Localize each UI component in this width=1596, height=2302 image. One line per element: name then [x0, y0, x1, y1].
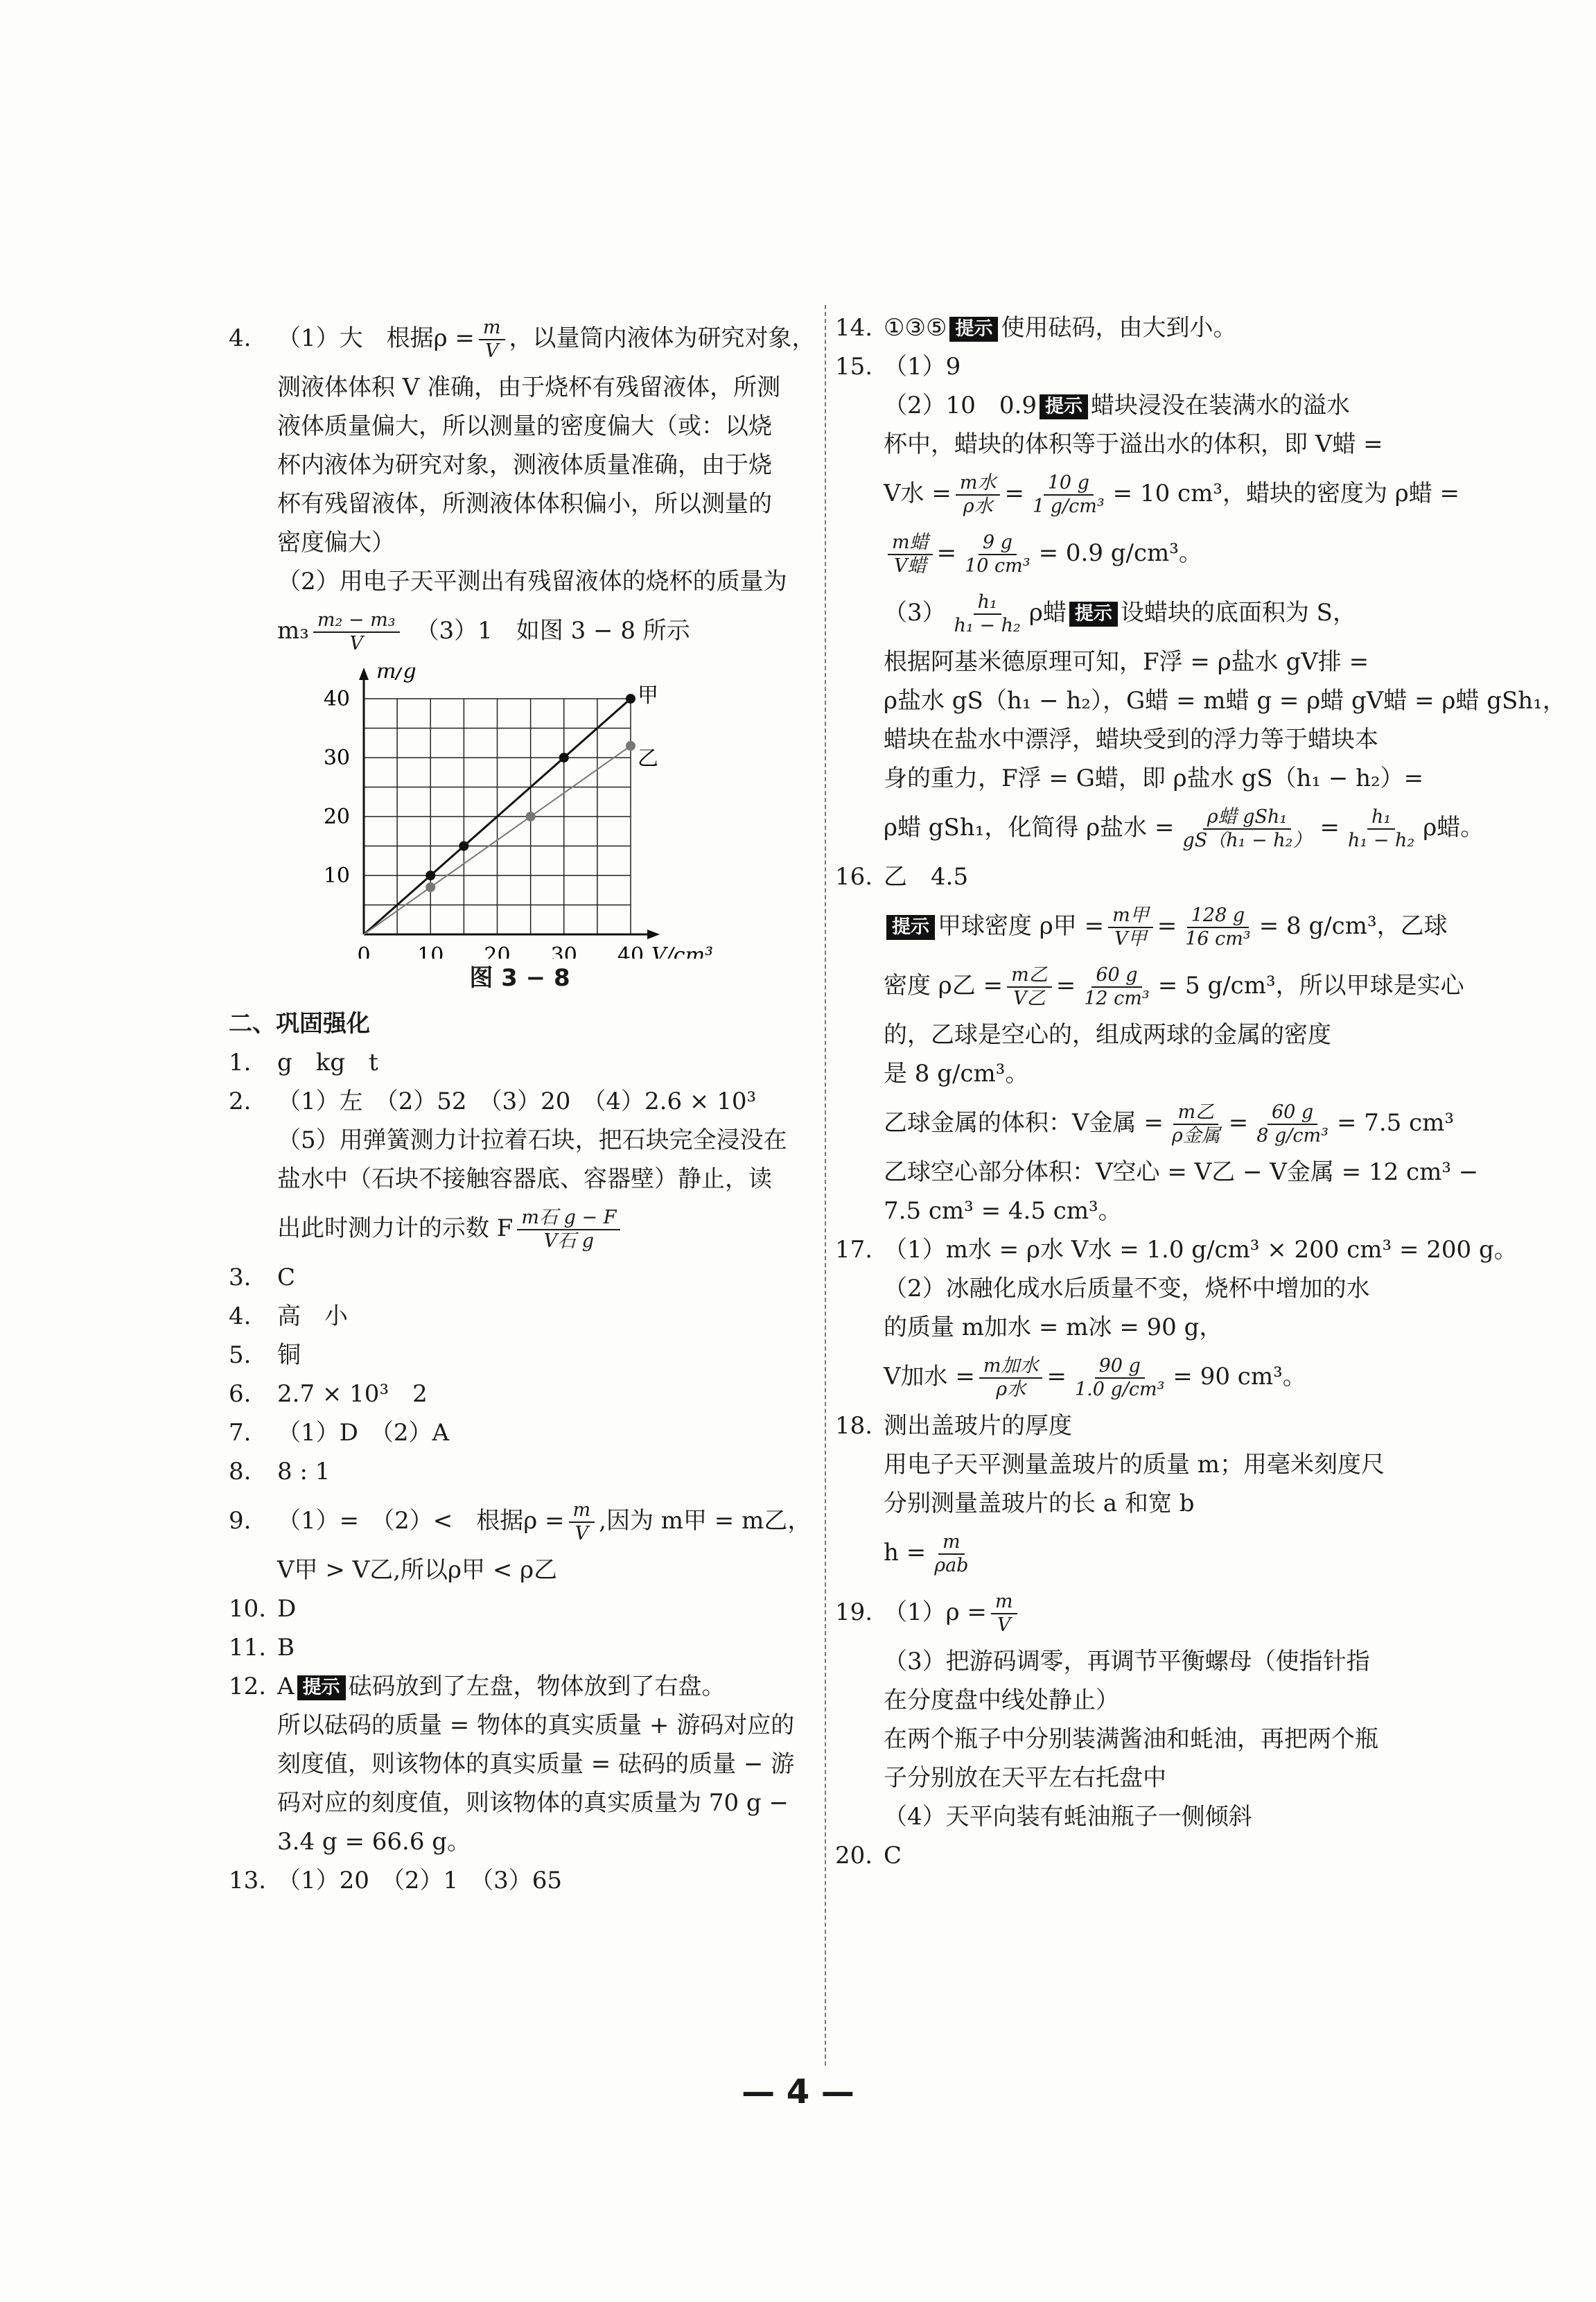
answer-text: g kg t — [277, 1049, 378, 1076]
numerator: m — [991, 1591, 1017, 1614]
x-tick-label: 20 — [484, 943, 511, 959]
answer-line — [229, 1082, 811, 1121]
answer-line — [229, 1551, 811, 1589]
equals-sign: = — [1319, 814, 1340, 842]
fraction — [979, 1355, 1043, 1401]
x-axis-label: V/cm³ — [651, 943, 714, 959]
numerator: 9 g — [979, 532, 1017, 555]
answer-text: 设蜡块的底面积为 S， — [1120, 599, 1356, 627]
numerator: 10 g — [1044, 472, 1094, 496]
answer-line — [835, 956, 1464, 1015]
answer-text: 测液体体积 V 准确，由于烧杯有残留液体，所测 — [277, 374, 781, 401]
answer-line — [229, 1491, 811, 1551]
numerator: m水 — [956, 472, 1001, 496]
left-column — [229, 308, 816, 1900]
answer-text: 是 8 g/cm³。 — [884, 1060, 1029, 1088]
section-title: 二、巩固强化 — [229, 1010, 370, 1038]
hint-badge: 提示 — [949, 317, 998, 342]
denominator: gS（h₁ − h₂） — [1182, 830, 1312, 851]
answer-line — [835, 347, 1417, 386]
numerator: h₁ — [1367, 806, 1395, 830]
answer-line — [229, 1375, 811, 1413]
y-tick-label: 20 — [323, 805, 350, 829]
numerator: m₂ − m₃ — [313, 609, 400, 633]
answer-text: （1）20 （2）1 （3）65 — [277, 1867, 563, 1894]
answer-line — [229, 562, 811, 601]
answer-line — [835, 798, 1484, 857]
chart-figure-3-8 — [229, 668, 811, 959]
denominator: h₁ − h₂ — [1347, 830, 1415, 851]
hint-badge: 提示 — [297, 1675, 346, 1700]
answer-line — [835, 759, 1424, 798]
answer-line — [229, 601, 811, 661]
answer-text: 的质量 m加水 = m冰 = 90 g， — [884, 1314, 1223, 1341]
answer-line — [229, 1667, 811, 1706]
denominator: V蜡 — [894, 555, 927, 577]
answer-line — [229, 1745, 811, 1784]
answer-text: = 10 cm³，蜡块的密度为 ρ蜡 = — [1112, 480, 1460, 507]
answer-text: 在两个瓶子中分别装满酱油和蚝油，再把两个瓶 — [884, 1725, 1378, 1753]
answer-line — [229, 368, 811, 407]
answer-line — [835, 1642, 1417, 1681]
fraction — [517, 1207, 620, 1253]
answer-text: （3）把游码调零，再调节平衡螺母（使指针指 — [884, 1648, 1370, 1675]
series-label: 甲 — [638, 683, 658, 708]
denominator: 16 cm³ — [1185, 928, 1251, 950]
denominator: 1 g/cm³ — [1032, 496, 1105, 517]
fraction — [956, 472, 1001, 518]
question-number: 3. — [229, 1264, 252, 1291]
answer-line — [229, 1628, 811, 1667]
data-point — [526, 812, 536, 821]
answer-line — [229, 446, 811, 485]
question-number: 7. — [229, 1419, 252, 1447]
answer-line — [229, 1198, 811, 1258]
answer-text: 所以砝码的质量 = 物体的真实质量 + 游码对应的 — [277, 1711, 795, 1739]
question-number: 9. — [229, 1507, 252, 1535]
answer-text: 8 : 1 — [277, 1458, 331, 1485]
answer-line — [229, 1589, 811, 1628]
answer-line — [835, 1093, 1455, 1153]
y-tick-label: 10 — [323, 864, 350, 888]
fraction — [569, 1499, 595, 1545]
data-point — [426, 882, 435, 892]
numerator: m乙 — [1173, 1101, 1218, 1125]
y-tick-label: 30 — [323, 746, 350, 770]
answer-text: D — [277, 1595, 297, 1623]
answer-line — [835, 1484, 1417, 1523]
answer-line — [835, 1836, 1417, 1875]
question-number: 16. — [835, 863, 873, 891]
answer-text: V加水 = — [884, 1363, 975, 1390]
answer-text: C — [277, 1264, 296, 1291]
answer-text: 蜡块浸没在装满水的溢水 — [1090, 392, 1350, 419]
question-number: 15. — [835, 353, 873, 381]
denominator: V — [349, 633, 363, 654]
answer-text: ，以量筒内液体为研究对象， — [509, 324, 816, 352]
answer-text: 根据阿基米德原理可知，F浮 = ρ盐水 gV排 = — [884, 648, 1369, 676]
answer-text: ρ蜡 gSh₁，化简得 ρ盐水 = — [884, 814, 1175, 842]
answer-line — [835, 1445, 1417, 1484]
denominator: V石 g — [543, 1230, 595, 1252]
answer-text: （3） — [884, 599, 946, 627]
answer-text: 测出盖玻片的厚度 — [884, 1412, 1072, 1440]
answer-text: 杯内液体为研究对象，测液体质量准确，由于烧 — [277, 451, 772, 479]
answer-text: ①③⑤ — [884, 314, 947, 342]
answer-text: h = — [884, 1539, 927, 1567]
numerator: m乙 — [1007, 964, 1052, 988]
answer-line — [835, 523, 1417, 583]
numerator: h₁ — [974, 591, 1001, 615]
x-tick-label: 30 — [550, 943, 577, 959]
fraction — [1080, 964, 1154, 1010]
answer-text: 2.7 × 10³ 2 — [277, 1380, 428, 1408]
answer-text: A — [277, 1673, 295, 1700]
data-point — [559, 753, 569, 762]
answer-line — [835, 1582, 1417, 1642]
answer-line — [835, 681, 1566, 720]
answer-line — [229, 1706, 811, 1745]
denominator: V乙 — [1013, 988, 1046, 1009]
question-number: 17. — [835, 1236, 873, 1264]
denominator: 10 cm³ — [965, 555, 1031, 577]
answer-text: （1）9 — [884, 353, 961, 381]
series-label: 乙 — [638, 747, 658, 771]
numerator: m — [479, 317, 505, 340]
answer-line — [835, 1523, 1417, 1582]
numerator: 128 g — [1187, 905, 1249, 928]
denominator: V — [997, 1614, 1011, 1636]
equals-sign: = — [1228, 1109, 1249, 1137]
hint-badge: 提示 — [886, 915, 935, 940]
y-axis-label: m/g — [376, 668, 416, 683]
equals-sign: = — [1157, 912, 1177, 940]
answer-line — [229, 1160, 811, 1198]
answer-line — [229, 1413, 811, 1452]
answer-text: 7.5 cm³ = 4.5 cm³。 — [884, 1197, 1122, 1225]
fraction — [1181, 905, 1255, 950]
question-number: 4. — [229, 1302, 252, 1330]
answer-text: （2）用电子天平测出有残留液体的烧杯的质量为 — [277, 568, 787, 595]
answer-text: 分别测量盖玻片的长 a 和宽 b — [884, 1490, 1195, 1517]
answer-line — [229, 1452, 811, 1491]
numerator: m — [938, 1531, 965, 1555]
fraction — [1108, 905, 1153, 950]
fraction — [991, 1591, 1017, 1637]
answer-line — [229, 1784, 811, 1822]
answer-text: = 7.5 cm³ — [1336, 1109, 1455, 1137]
answer-line — [229, 1121, 811, 1160]
denominator: ρ金属 — [1171, 1125, 1220, 1146]
answer-text: 出此时测力计的示数 F — [277, 1214, 514, 1242]
data-point — [626, 741, 635, 751]
numerator: m甲 — [1108, 905, 1153, 928]
data-point — [626, 694, 635, 704]
answer-line — [835, 583, 1417, 643]
fraction — [961, 532, 1035, 577]
answer-text: 使用砝码，由大到小。 — [1001, 314, 1237, 342]
answer-line — [835, 643, 1417, 681]
question-number: 12. — [229, 1673, 267, 1700]
answer-line — [229, 308, 816, 368]
denominator: 1.0 g/cm³ — [1074, 1379, 1165, 1400]
mass-volume-chart — [229, 668, 811, 959]
numerator: m石 g − F — [517, 1207, 620, 1230]
answer-text: （2）10 0.9 — [884, 392, 1037, 419]
page-number: — 4 — — [742, 2073, 854, 2111]
fraction — [888, 532, 933, 577]
hint-badge: 提示 — [1069, 602, 1118, 627]
question-number: 8. — [229, 1458, 252, 1485]
answer-line — [835, 1153, 1479, 1192]
fraction — [1178, 806, 1315, 852]
answer-line — [835, 464, 1460, 523]
answer-text: ,因为 m甲 = m乙， — [599, 1507, 812, 1535]
fraction — [950, 591, 1025, 637]
answer-text: （3）1 如图 3 − 8 所示 — [403, 617, 690, 645]
answer-text: 砝码放到了左盘，物体放到了右盘。 — [348, 1673, 726, 1700]
answer-text: （1）左 （2）52 （3）20 （4）2.6 × 10³ — [277, 1088, 757, 1115]
answer-text: 甲球密度 ρ甲 = — [938, 912, 1105, 940]
answer-line — [835, 896, 1448, 956]
answer-text: 盐水中（石块不接触容器底、容器壁）静止，读 — [277, 1165, 772, 1193]
numerator: m — [569, 1499, 595, 1523]
answer-text: 密度 ρ乙 = — [884, 972, 1003, 1000]
answer-text: 杯中，蜡块的体积等于溢出水的体积，即 V蜡 = — [884, 430, 1383, 458]
fraction — [1344, 806, 1419, 852]
data-point — [426, 871, 435, 880]
denominator: V — [575, 1523, 589, 1544]
answer-text: m₃ — [277, 617, 309, 645]
question-number: 11. — [229, 1634, 267, 1662]
equals-sign: = — [1046, 1363, 1067, 1390]
answer-text: 子分别放在天平左右托盘中 — [884, 1764, 1166, 1792]
fraction — [930, 1531, 972, 1577]
answer-text: V甲 > V乙,所以ρ甲 < ρ乙 — [277, 1556, 558, 1584]
answer-line — [229, 407, 811, 446]
answer-line — [835, 1347, 1417, 1406]
x-tick-label: 40 — [617, 943, 644, 959]
answer-text: C — [884, 1842, 902, 1869]
answer-line — [835, 1759, 1417, 1797]
answer-line — [229, 1336, 811, 1375]
answer-line — [835, 1406, 1417, 1445]
question-number: 4. — [229, 324, 252, 352]
question-number: 18. — [835, 1412, 873, 1440]
fraction — [1028, 472, 1109, 518]
question-number: 13. — [229, 1867, 267, 1894]
answer-text: 乙 4.5 — [884, 863, 969, 891]
question-number: 19. — [835, 1598, 873, 1626]
fraction — [313, 609, 400, 655]
x-tick-label: 10 — [417, 943, 444, 959]
column-divider — [825, 305, 826, 2066]
answer-text: 刻度值，则该物体的真实质量 = 砝码的质量 − 游 — [277, 1750, 795, 1778]
answer-line — [835, 1015, 1417, 1054]
answer-text: 密度偏大） — [277, 529, 395, 557]
answer-text: = 5 g/cm³，所以甲球是实心 — [1157, 972, 1464, 1000]
question-number: 6. — [229, 1380, 252, 1408]
numerator: 60 g — [1268, 1101, 1317, 1125]
answer-text: 高 小 — [277, 1302, 348, 1330]
answer-line — [835, 1192, 1417, 1230]
answer-text: 液体质量偏大，所以测量的密度偏大（或：以烧 — [277, 412, 772, 440]
answer-line — [835, 1054, 1417, 1093]
answer-text: （1）ρ = — [884, 1598, 987, 1626]
answer-text: V水 = — [884, 480, 952, 507]
answer-line — [229, 1822, 811, 1861]
answer-text: = 0.9 g/cm³。 — [1038, 539, 1202, 567]
answer-text: 身的重力，F浮 = G蜡，即 ρ盐水 gS（h₁ − h₂）= — [884, 765, 1424, 792]
answer-line — [835, 1797, 1417, 1836]
y-tick-label: 40 — [323, 687, 350, 711]
question-number: 5. — [229, 1341, 252, 1369]
denominator: ρ水 — [963, 496, 993, 517]
answer-text: ρ蜡 — [1028, 599, 1067, 627]
answer-text: 乙球金属的体积：V金属 = — [884, 1109, 1164, 1137]
numerator: 60 g — [1091, 964, 1141, 988]
answer-line — [835, 1681, 1417, 1720]
equals-sign: = — [936, 539, 957, 567]
fraction — [1168, 1101, 1225, 1147]
numerator: 90 g — [1095, 1355, 1145, 1379]
answer-line — [835, 308, 1417, 347]
answer-line — [835, 1720, 1417, 1759]
answer-line — [835, 857, 1417, 896]
answer-line — [835, 720, 1417, 759]
denominator: V甲 — [1114, 928, 1147, 950]
numerator: ρ蜡 gSh₁ — [1203, 806, 1291, 830]
answer-text: ρ盐水 gS（h₁ − h₂），G蜡 = m蜡 g = ρ蜡 gV蜡 = ρ蜡 gSh₁， — [884, 687, 1566, 715]
hint-badge: 提示 — [1040, 394, 1088, 419]
denominator: h₁ − h₂ — [954, 615, 1021, 636]
answer-line — [229, 1861, 811, 1900]
denominator: 8 g/cm³ — [1256, 1125, 1328, 1146]
fraction — [1252, 1101, 1333, 1147]
answer-text: 用电子天平测量盖玻片的质量 m；用毫米刻度尺 — [884, 1451, 1385, 1479]
denominator: ρab — [934, 1555, 969, 1576]
answer-text: 3.4 g = 66.6 g。 — [277, 1828, 471, 1856]
question-number: 2. — [229, 1088, 252, 1115]
question-number: 14. — [835, 314, 873, 342]
answer-line — [835, 425, 1417, 464]
denominator: 12 cm³ — [1084, 988, 1150, 1009]
answer-text: 的，乙球是空心的，组成两球的金属的密度 — [884, 1021, 1331, 1049]
answer-line — [229, 1043, 811, 1082]
fraction — [479, 317, 505, 363]
denominator: ρ水 — [996, 1379, 1026, 1400]
answer-text: = 90 cm³。 — [1173, 1363, 1306, 1390]
numerator: m加水 — [979, 1355, 1043, 1379]
equals-sign: = — [1055, 972, 1076, 1000]
data-point — [459, 842, 468, 851]
answer-line — [835, 1269, 1417, 1308]
answer-text: （2）冰融化成水后质量不变，烧杯中增加的水 — [884, 1275, 1370, 1302]
answer-line — [229, 1258, 811, 1297]
answer-text: （1）D （2）A — [277, 1419, 450, 1447]
answer-line — [229, 1297, 811, 1336]
fraction — [1071, 1355, 1168, 1401]
question-number: 1. — [229, 1049, 252, 1076]
answer-text: 铜 — [277, 1341, 301, 1369]
answer-line — [229, 485, 811, 523]
answer-text: 乙球空心部分体积：V空心 = V乙 − V金属 = 12 cm³ − — [884, 1158, 1479, 1186]
answer-line — [229, 523, 811, 562]
answer-text: （1）m水 = ρ水 V水 = 1.0 g/cm³ × 200 cm³ = 200 g。 — [884, 1236, 1518, 1264]
y-axis-arrow — [359, 668, 369, 680]
right-column — [835, 308, 1566, 1875]
answer-line — [835, 1308, 1417, 1347]
answer-text: 在分度盘中线处静止） — [884, 1686, 1119, 1714]
answer-text: （1）大 根据ρ = — [277, 324, 475, 352]
answer-text: = 8 g/cm³，乙球 — [1259, 912, 1448, 940]
numerator: m蜡 — [888, 532, 933, 555]
answer-text: 码对应的刻度值，则该物体的真实质量为 70 g − — [277, 1789, 789, 1817]
x-axis-arrow — [647, 930, 660, 939]
answer-text: （4）天平向装有蚝油瓶子一侧倾斜 — [884, 1803, 1252, 1831]
fraction — [1007, 964, 1052, 1010]
answer-text: 蜡块在盐水中漂浮，蜡块受到的浮力等于蜡块本 — [884, 726, 1378, 753]
answer-text: 杯有残留液体，所测液体体积偏小，所以测量的 — [277, 490, 772, 518]
question-number: 20. — [835, 1842, 873, 1869]
answer-text: ρ蜡。 — [1423, 814, 1484, 842]
question-number: 10. — [229, 1595, 267, 1623]
equals-sign: = — [1004, 480, 1024, 507]
figure-caption: 图 3 − 8 — [469, 964, 570, 992]
answer-line — [835, 1230, 1518, 1269]
x-tick-label: 0 — [357, 943, 371, 959]
answer-text: （1）= （2）< 根据ρ = — [277, 1507, 565, 1535]
answer-text: （5）用弹簧测力计拉着石块，把石块完全浸没在 — [277, 1126, 787, 1154]
answer-line — [835, 386, 1417, 425]
denominator: V — [484, 340, 499, 362]
answer-text: B — [277, 1634, 295, 1662]
